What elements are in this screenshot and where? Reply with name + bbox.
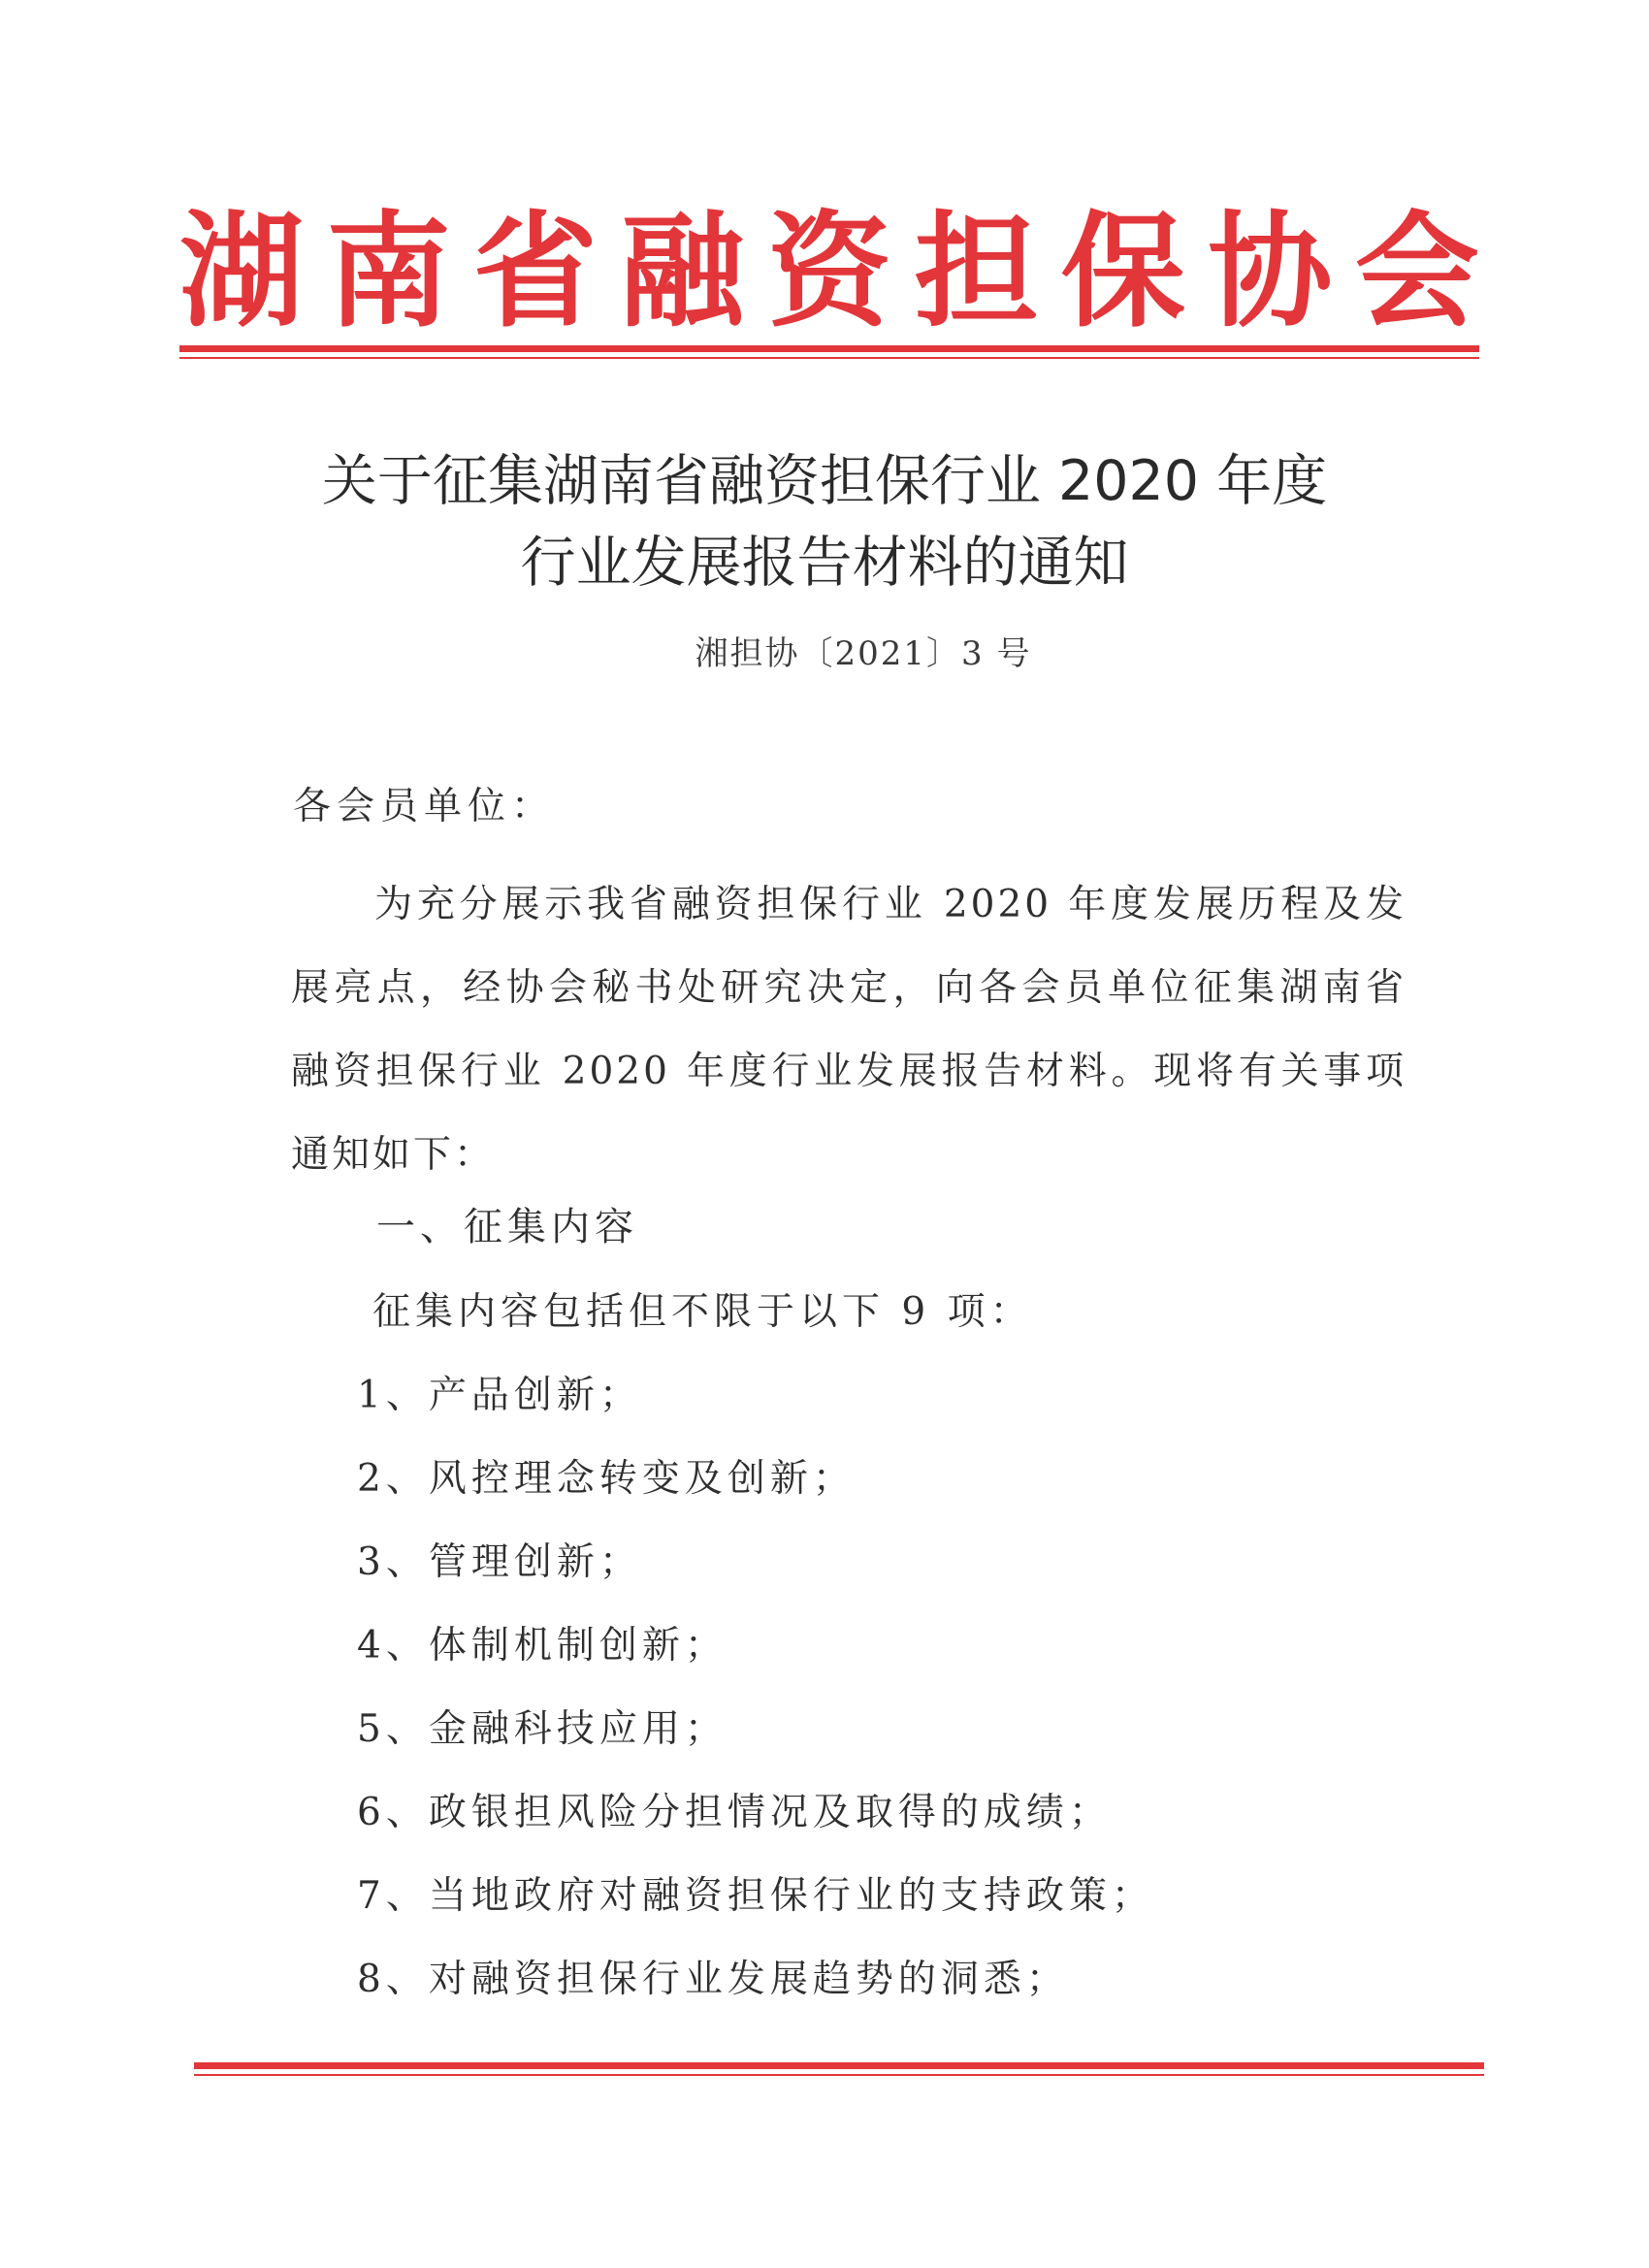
list-item: 7、当地政府对融资担保行业的支持政策；	[357, 1874, 1154, 1918]
list-item: 1、产品创新；	[357, 1374, 642, 1417]
org-name-char: 融	[620, 200, 745, 344]
salutation: 各会员单位：	[293, 785, 556, 828]
list-item: 2、风控理念转变及创新；	[357, 1457, 856, 1501]
section-heading: 一、征集内容	[376, 1205, 638, 1249]
footer-divider	[194, 2062, 1484, 2076]
org-name-char: 省	[472, 200, 598, 344]
list-item: 3、管理创新；	[357, 1540, 642, 1584]
org-name-char: 资	[766, 200, 891, 344]
document-number: 湘担协〔2021〕3 号	[695, 634, 1032, 673]
org-name-char: 湖	[179, 200, 305, 344]
org-name-char: 会	[1354, 200, 1479, 344]
document-title-line-2: 行业发展报告材料的通知	[520, 531, 1129, 595]
intro-paragraph	[291, 863, 1406, 1197]
section-intro: 征集内容包括但不限于以下 9 项：	[372, 1290, 1033, 1334]
list-item: 5、金融科技应用；	[357, 1707, 728, 1751]
org-name-char: 保	[1060, 200, 1185, 344]
intro-line: 为充分展示我省融资担保行业 2020 年度发展历程及发	[374, 883, 1406, 926]
intro-line: 通知如下：	[291, 1133, 496, 1177]
document-title-line-1: 关于征集湖南省融资担保行业 2020 年度	[321, 449, 1328, 513]
org-name-char: 南	[326, 200, 451, 344]
letterhead-divider	[179, 345, 1479, 359]
intro-line: 展亮点，经协会秘书处研究决定，向各会员单位征集湖南省	[291, 966, 1406, 1010]
org-name-char: 协	[1208, 200, 1333, 344]
list-item: 6、政银担风险分担情况及取得的成绩；	[357, 1791, 1112, 1834]
letterhead-org-name	[179, 190, 1479, 355]
org-name-char: 担	[914, 200, 1039, 344]
list-item: 8、对融资担保行业发展趋势的洞悉；	[357, 1958, 1069, 2001]
list-item: 4、体制机制创新；	[357, 1624, 728, 1668]
intro-line: 融资担保行业 2020 年度行业发展报告材料。现将有关事项	[291, 1050, 1406, 1093]
